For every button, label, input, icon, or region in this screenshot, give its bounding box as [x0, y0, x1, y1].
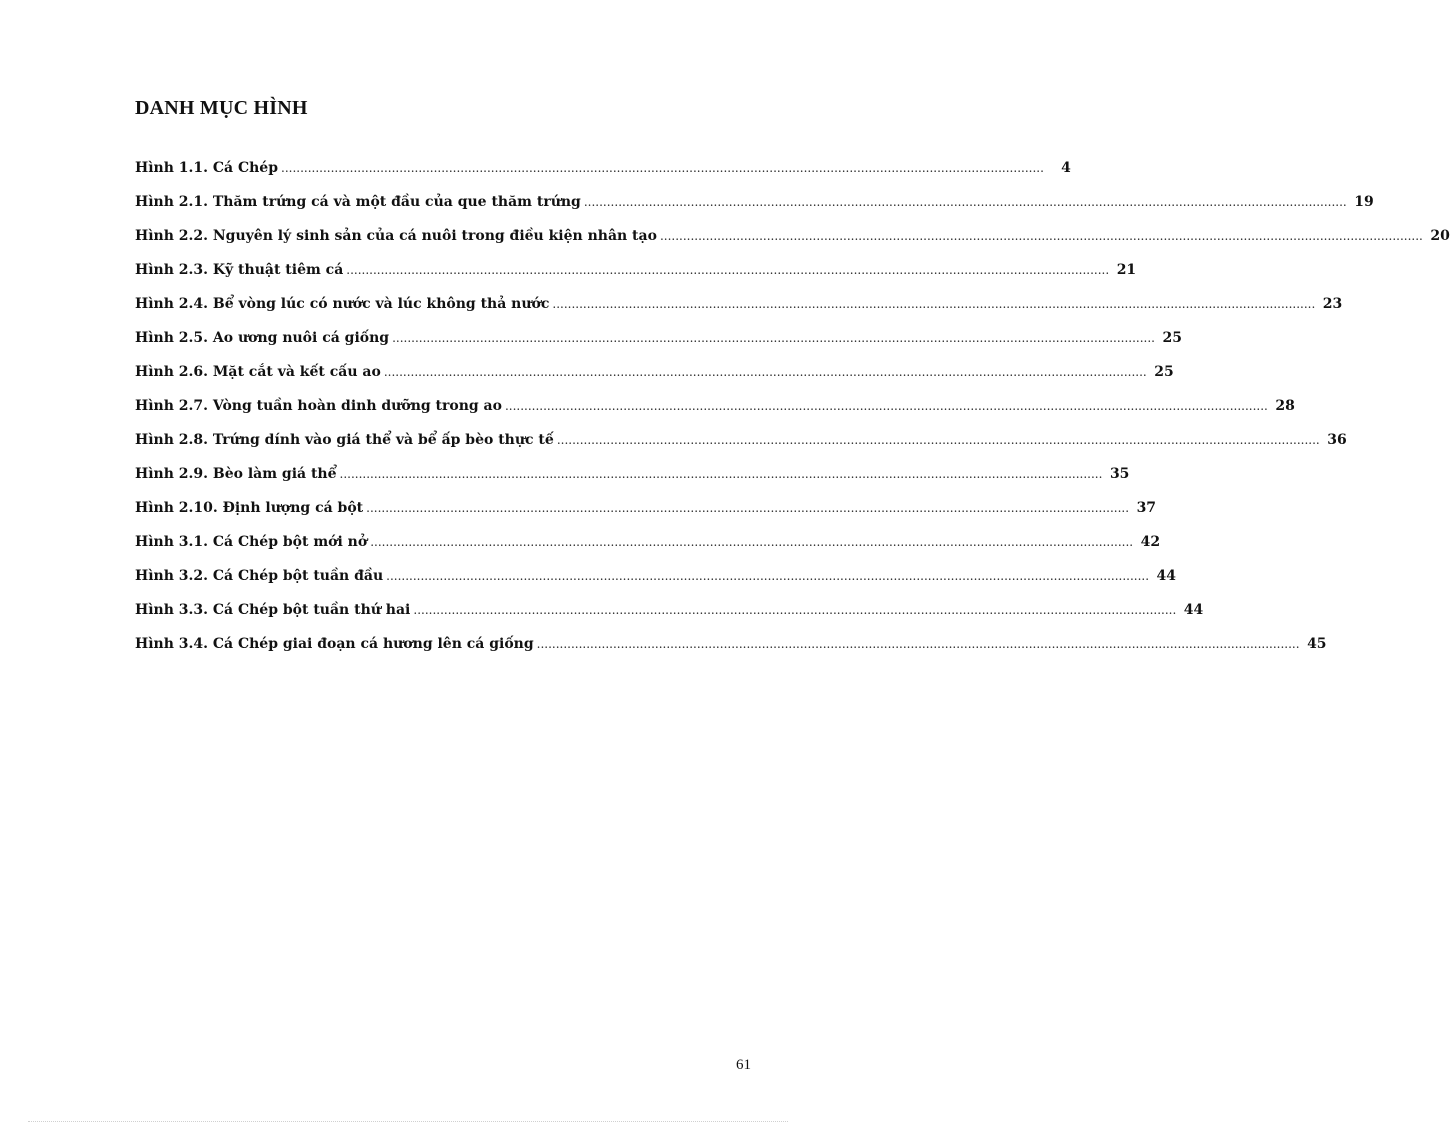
dot-leader: ........................................................................................................................................................................................................: [386, 569, 1150, 583]
figure-title: Hình 2.3. Kỹ thuật tiêm cá: [135, 262, 344, 278]
figure-title: Hình 2.10. Định lượng cá bột: [135, 500, 364, 516]
figure-page-number: 19: [1354, 194, 1374, 210]
dot-leader: ........................................................................................................................................................................................................: [552, 297, 1316, 311]
figure-page-number: 44: [1156, 568, 1177, 584]
list-item[interactable]: [135, 158, 1071, 192]
list-item[interactable]: [135, 328, 1182, 362]
page-title: DANH MỤC HÌNH: [135, 97, 308, 119]
figure-page-number: 42: [1140, 534, 1161, 550]
dot-leader: ........................................................................................................................................................................................................: [413, 603, 1177, 617]
list-item[interactable]: [135, 362, 1174, 396]
list-item[interactable]: [135, 566, 1177, 600]
figure-title: Hình 3.3. Cá Chép bột tuần thứ hai: [135, 602, 411, 618]
dot-leader: ........................................................................................................................................................................................................: [366, 501, 1130, 515]
dot-leader: ........................................................................................................................................................................................................: [281, 161, 1044, 175]
list-item[interactable]: [135, 294, 1343, 328]
figure-page-number: 28: [1275, 398, 1295, 414]
figure-title: Hình 2.2. Nguyên lý sinh sản của cá nuôi trong điều kiện nhân tạo: [135, 228, 657, 244]
figure-title: Hình 2.6. Mặt cắt và kết cấu ao: [135, 364, 381, 380]
dot-leader: ........................................................................................................................................................................................................: [392, 331, 1155, 345]
figure-title: Hình 2.1. Thăm trứng cá và một đầu của que thăm trứng: [135, 194, 581, 210]
figure-title: Hình 1.1. Cá Chép: [135, 160, 278, 176]
figure-title: Hình 2.4. Bể vòng lúc có nước và lúc không thả nước: [135, 296, 550, 312]
list-item[interactable]: [135, 260, 1137, 294]
figure-list: [135, 158, 1450, 668]
list-item[interactable]: [135, 192, 1374, 226]
page-divider: [28, 1121, 788, 1122]
figure-title: Hình 2.8. Trứng dính vào giá thể và bể ấp bèo thực tế: [135, 432, 554, 448]
list-item[interactable]: [135, 532, 1161, 566]
figure-page-number: 20: [1430, 228, 1450, 244]
figure-page-number: 37: [1136, 500, 1157, 516]
dot-leader: ........................................................................................................................................................................................................: [583, 195, 1347, 209]
dot-leader: ........................................................................................................................................................................................................: [556, 433, 1320, 447]
dot-leader: ........................................................................................................................................................................................................: [659, 229, 1423, 243]
figure-page-number: 23: [1322, 296, 1343, 312]
dot-leader: ........................................................................................................................................................................................................: [504, 399, 1268, 413]
dot-leader: ........................................................................................................................................................................................................: [383, 365, 1147, 379]
figure-page-number: 25: [1162, 330, 1182, 346]
figure-title: Hình 3.2. Cá Chép bột tuần đầu: [135, 568, 384, 584]
figure-title: Hình 2.7. Vòng tuần hoàn dinh dưỡng trong ao: [135, 398, 502, 414]
list-item[interactable]: [135, 498, 1157, 532]
figure-page-number: 21: [1116, 262, 1137, 278]
list-item[interactable]: [135, 430, 1347, 464]
dot-leader: ........................................................................................................................................................................................................: [370, 535, 1134, 549]
list-item[interactable]: [135, 600, 1204, 634]
figure-page-number: 44: [1183, 602, 1204, 618]
figure-page-number: 45: [1307, 636, 1327, 652]
figure-title: Hình 2.5. Ao ương nuôi cá giống: [135, 330, 390, 346]
figure-page-number: 36: [1327, 432, 1347, 448]
list-item[interactable]: [135, 226, 1450, 260]
dot-leader: ........................................................................................................................................................................................................: [346, 263, 1110, 277]
page-number: 61: [736, 1057, 751, 1073]
list-item[interactable]: [135, 396, 1295, 430]
dot-leader: ........................................................................................................................................................................................................: [536, 637, 1300, 651]
list-item[interactable]: [135, 634, 1327, 668]
figure-page-number: 25: [1154, 364, 1174, 380]
list-item[interactable]: [135, 464, 1130, 498]
figure-title: Hình 2.9. Bèo làm giá thể: [135, 466, 337, 482]
figure-page-number: 35: [1109, 466, 1130, 482]
figure-title: Hình 3.4. Cá Chép giai đoạn cá hương lên cá giống: [135, 636, 534, 652]
dot-leader: ........................................................................................................................................................................................................: [339, 467, 1103, 481]
figure-title: Hình 3.1. Cá Chép bột mới nở: [135, 534, 368, 550]
figure-page-number: 4: [1061, 160, 1071, 176]
